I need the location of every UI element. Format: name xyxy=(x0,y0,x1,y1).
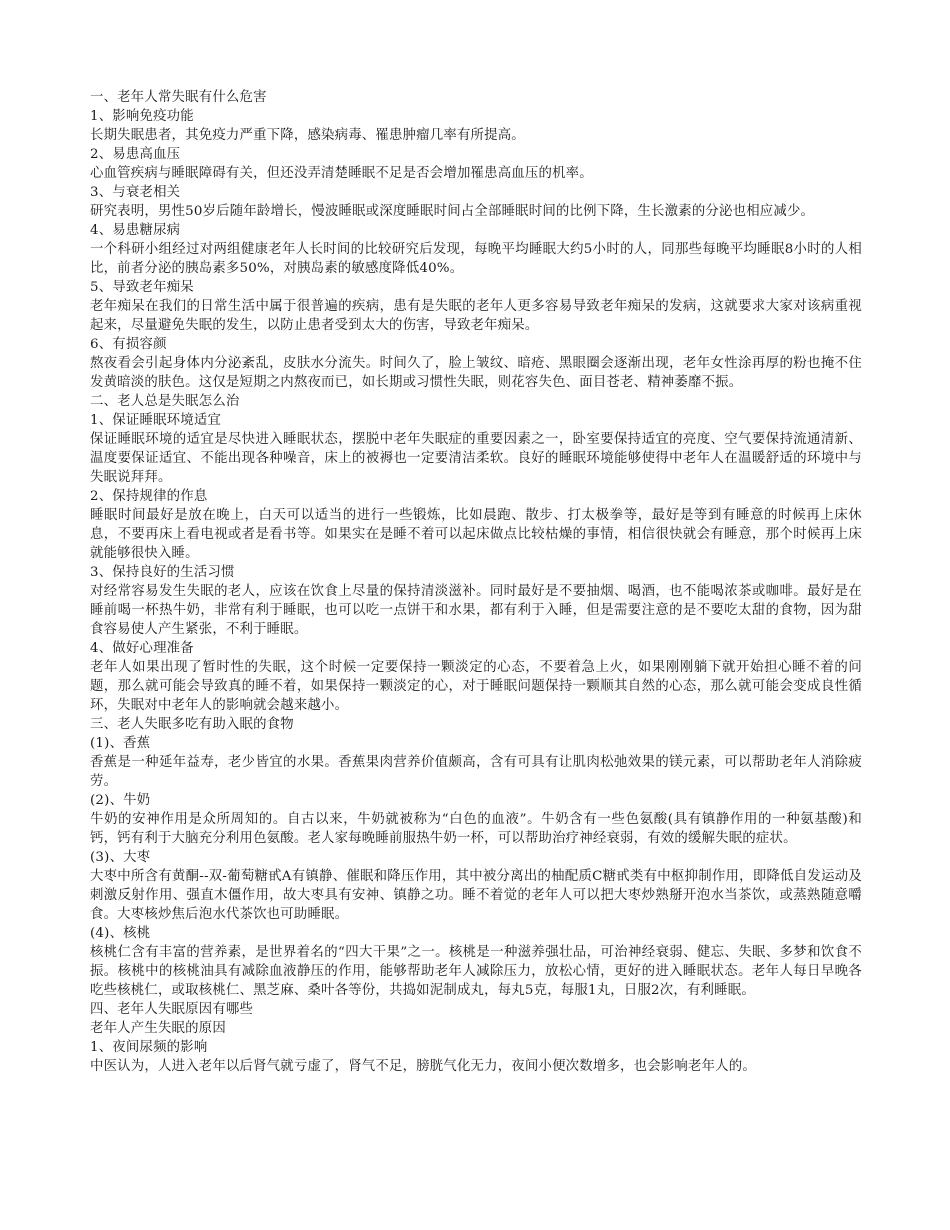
document-page xyxy=(90,88,862,1076)
subheading: 4、易患糖尿病 xyxy=(90,223,181,238)
paragraph: 大枣中所含有黄酮--双-葡萄糖甙A有镇静、催眠和降压作用，其中被分离出的柚配质C糖甙类有中枢抑制作用，即降低自发运动及刺激反射作用、强直木僵作用，故大枣具有安神、镇静之功。睡不着觉的老年人可以把大枣炒熟掰开泡水当茶饮，或蒸熟随意嚼食。大枣核炒焦后泡水代茶饮也可助睡眠。 xyxy=(90,869,862,922)
subheading: (1)、香蕉 xyxy=(90,736,151,751)
paragraph: 睡眠时间最好是放在晚上，白天可以适当的进行一些锻炼，比如晨跑、散步、打太极拳等，最好是等到有睡意的时候再上床休息，不要再床上看电视或者是看书等。如果实在是睡不着可以起床做点比较枯燥的事情，相信很快就会有睡意，那个时候再上床就能够很快入睡。 xyxy=(90,508,862,561)
paragraph: 一个科研小组经过对两组健康老年人长时间的比较研究后发现，每晚平均睡眠大约5小时的人，同那些每晚平均睡眠8小时的人相比，前者分泌的胰岛素多50%，对胰岛素的敏感度降低40%。 xyxy=(90,242,862,276)
paragraph: 核桃仁含有丰富的营养素，是世界着名的“四大干果”之一。核桃是一种滋养强壮品，可治神经衰弱、健忘、失眠、多梦和饮食不振。核桃中的核桃油具有减除血液静压的作用，能够帮助老年人减除压力，放松心情，更好的进入睡眠状态。老年人每日早晚各吃些核桃仁，或取核桃仁、黑芝麻、桑叶各等份，共捣如泥制成丸，每丸5克，每服1丸，日服2次，有利睡眠。 xyxy=(90,945,862,998)
paragraph: 对经常容易发生失眠的老人，应该在饮食上尽量的保持清淡滋补。同时最好是不要抽烟、喝酒，也不能喝浓茶或咖啡。最好是在睡前喝一杯热牛奶，非常有利于睡眠，也可以吃一点饼干和水果，都有利于入睡，但是需要注意的是不要吃太甜的食物，因为甜食容易使人产生紧张，不利于睡眠。 xyxy=(90,584,862,637)
subheading: 3、与衰老相关 xyxy=(90,185,181,200)
section-heading: 二、老人总是失眠怎么治 xyxy=(90,394,240,409)
subheading: (2)、牛奶 xyxy=(90,793,151,808)
subheading: 1、保证睡眠环境适宜 xyxy=(90,413,222,428)
paragraph: 香蕉是一种延年益寿，老少皆宜的水果。香蕉果肉营养价值颇高，含有可具有让肌肉松弛效果的镁元素，可以帮助老年人消除疲劳。 xyxy=(90,755,862,789)
paragraph: 熬夜看会引起身体内分泌紊乱，皮肤水分流失。时间久了，脸上皱纹、暗疮、黑眼圈会逐渐出现，老年女性涂再厚的粉也掩不住发黄暗淡的肤色。这仅是短期之内熬夜而已，如长期或习惯性失眠，则花容失色、面目苍老、精神萎靡不振。 xyxy=(90,356,862,390)
paragraph: 研究表明，男性50岁后随年龄增长，慢波睡眠或深度睡眠时间占全部睡眠时间的比例下降，生长激素的分泌也相应减少。 xyxy=(90,204,815,219)
paragraph: 老年人如果出现了暂时性的失眠，这个时候一定要保持一颗淡定的心态，不要着急上火，如果刚刚躺下就开始担心睡不着的问题，那么就可能会导致真的睡不着，如果保持一颗淡定的心，对于睡眠问题保持一颗顺其自然的心态，那么就可能会变成良性循环，失眠对中老年人的影响就会越来越小。 xyxy=(90,660,862,713)
subheading: 1、夜间尿频的影响 xyxy=(90,1040,208,1055)
subheading: 2、易患高血压 xyxy=(90,147,181,162)
subheading: 3、保持良好的生活习惯 xyxy=(90,565,235,580)
subheading: (4)、核桃 xyxy=(90,926,151,941)
paragraph: 中医认为，人进入老年以后肾气就亏虚了，肾气不足，膀胱气化无力，夜间小便次数增多，也会影响老年人的。 xyxy=(90,1059,756,1074)
subheading: 6、有损容颜 xyxy=(90,337,167,352)
section-heading: 一、老年人常失眠有什么危害 xyxy=(90,90,267,105)
subheading: 老年人产生失眠的原因 xyxy=(90,1021,226,1036)
subheading: 5、导致老年痴呆 xyxy=(90,280,194,295)
subheading: 4、做好心理准备 xyxy=(90,641,194,656)
section-heading: 四、老年人失眠原因有哪些 xyxy=(90,1002,254,1017)
paragraph: 老年痴呆在我们的日常生活中属于很普遍的疾病，患有是失眠的老年人更多容易导致老年痴呆的发病，这就要求大家对该病重视起来，尽量避免失眠的发生，以防止患者受到太大的伤害，导致老年痴呆。 xyxy=(90,299,862,333)
paragraph: 牛奶的安神作用是众所周知的。自古以来，牛奶就被称为“白色的血液”。牛奶含有一些色氨酸(具有镇静作用的一种氨基酸)和钙，钙有利于大脑充分利用色氨酸。老人家每晚睡前服热牛奶一杯，可以帮助治疗神经衰弱，有效的缓解失眠的症状。 xyxy=(90,812,862,846)
section-heading: 三、老人失眠多吃有助入眠的食物 xyxy=(90,717,294,732)
paragraph: 保证睡眠环境的适宜是尽快进入睡眠状态，摆脱中老年失眠症的重要因素之一，卧室要保持适宜的亮度、空气要保持流通清新、温度要保证适宜、不能出现各种噪音，床上的被褥也一定要清洁柔软。良好的睡眠环境能够使得中老年人在温暖舒适的环境中与失眠说拜拜。 xyxy=(90,432,862,485)
paragraph: 心血管疾病与睡眠障碍有关，但还没弄清楚睡眠不足是否会增加罹患高血压的机率。 xyxy=(90,166,593,181)
paragraph: 长期失眠患者，其免疫力严重下降，感染病毒、罹患肿瘤几率有所提高。 xyxy=(90,128,525,143)
subheading: (3)、大枣 xyxy=(90,850,151,865)
subheading: 1、影响免疫功能 xyxy=(90,109,194,124)
subheading: 2、保持规律的作息 xyxy=(90,489,208,504)
